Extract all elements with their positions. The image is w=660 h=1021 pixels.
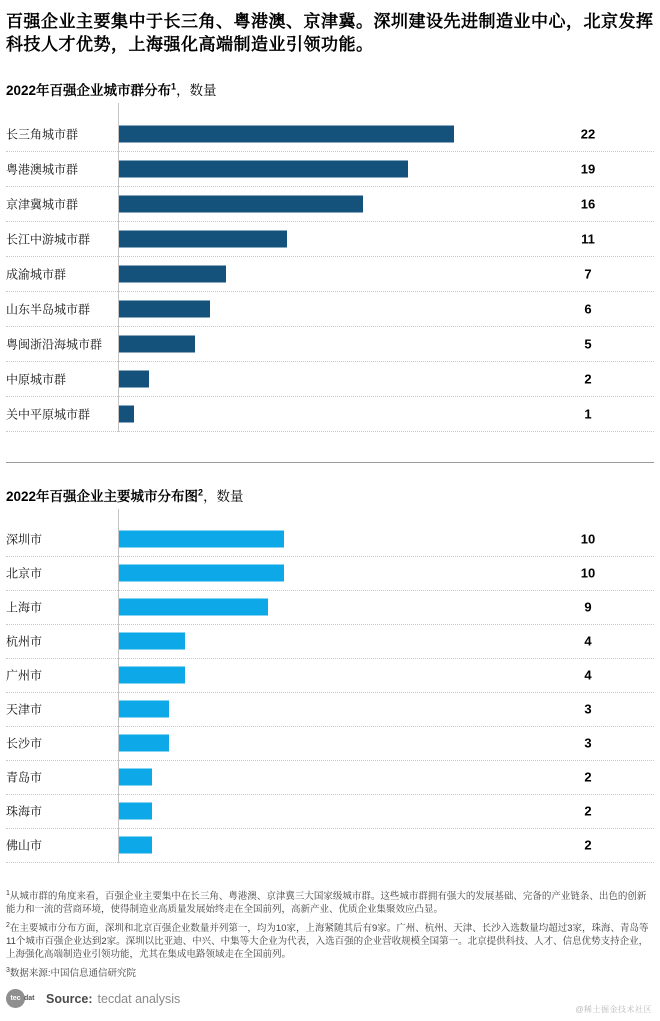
- value-label: 2: [584, 837, 592, 853]
- value-label: 1: [584, 406, 592, 422]
- category-label: 青岛市: [6, 770, 43, 785]
- value-label: 19: [580, 161, 596, 177]
- footnote-2-marker: 2: [6, 921, 10, 929]
- value-label: 7: [584, 266, 592, 282]
- chart-row: [6, 397, 654, 432]
- value-label: 10: [580, 531, 596, 547]
- category-label: 粤港澳城市群: [6, 162, 79, 177]
- bar: [119, 125, 454, 142]
- chart-row: [6, 829, 654, 863]
- bar: [119, 300, 210, 317]
- footnotes: [6, 889, 654, 980]
- value-label: 2: [584, 803, 592, 819]
- chart-row: [6, 292, 654, 327]
- footnote-3: [6, 966, 654, 980]
- footnote-3-text: 数据来源:中国信息通信研究院: [9, 967, 137, 979]
- value-label: 9: [584, 599, 592, 615]
- bar: [119, 265, 226, 282]
- category-label: 中原城市群: [6, 372, 67, 387]
- category-label: 佛山市: [6, 838, 43, 853]
- chart2-subtitle-main: 2022年百强企业主要城市分布图: [6, 488, 199, 504]
- bar: [119, 769, 152, 786]
- bar: [119, 195, 363, 212]
- tecdat-logo-icon: [6, 989, 46, 1008]
- bar: [119, 160, 408, 177]
- source-label: Source:: [46, 991, 93, 1006]
- chart-row: [6, 187, 654, 222]
- category-label: 珠海市: [6, 804, 43, 819]
- chart-row: [6, 222, 654, 257]
- bar: [119, 531, 284, 548]
- value-label: 3: [584, 701, 592, 717]
- bar: [119, 735, 169, 752]
- bar: [119, 405, 134, 422]
- category-label: 关中平原城市群: [6, 407, 91, 422]
- category-label: 广州市: [6, 668, 43, 683]
- tecdat-logo-rest: dat: [24, 995, 35, 1003]
- value-label: 3: [584, 735, 592, 751]
- footnote-2-text: 在主要城市分布方面，深圳和北京百强企业数量并列第一，均为10家，上海紧随其后有9家。广州、杭州、天津、长沙入选数量均超过3家，珠海、青岛等11个城市百强企业达到2家。深圳以比亚迪、中兴、中集等大企业为代表，入选百强的企业营收规模全国第一。北京提供科技、人才、信息优势支持企业，上海强化高端制造业引领功能，尤其在集成电路领域走在全国前列。: [6, 922, 649, 961]
- citygroup-bar-chart: [6, 117, 654, 432]
- footnote-3-marker: 3: [6, 966, 10, 974]
- chart1-subtitle-suffix: ，数量: [176, 82, 217, 98]
- bar: [119, 633, 185, 650]
- chart-row: [6, 152, 654, 187]
- source-text: tecdat analysis: [97, 991, 181, 1006]
- category-label: 成渝城市群: [6, 267, 67, 282]
- footnote-2: [6, 921, 654, 962]
- chart-row: [6, 727, 654, 761]
- bar: [119, 803, 152, 820]
- value-label: 2: [584, 371, 592, 387]
- chart-row: [6, 117, 654, 152]
- value-label: 11: [581, 231, 595, 247]
- chart-row: [6, 557, 654, 591]
- source-row: [6, 989, 654, 1008]
- chart1-subtitle-superscript: 1: [171, 81, 177, 92]
- tecdat-logo-circle: tec: [6, 989, 25, 1008]
- watermark: @稀土掘金技术社区: [575, 1005, 652, 1014]
- chart2-subtitle-suffix: ，数量: [203, 488, 244, 504]
- category-label: 粤闽浙沿海城市群: [6, 337, 103, 352]
- chart-row: [6, 327, 654, 362]
- category-label: 山东半岛城市群: [6, 302, 91, 317]
- bar: [119, 599, 268, 616]
- footnote-1: [6, 889, 654, 917]
- bar: [119, 335, 195, 352]
- chart2-subtitle-superscript: 2: [198, 487, 204, 498]
- value-label: 4: [584, 633, 592, 649]
- chart1-subtitle-main: 2022年百强企业城市群分布: [6, 82, 172, 98]
- chart-row: [6, 523, 654, 557]
- category-label: 杭州市: [6, 634, 43, 649]
- value-label: 10: [580, 565, 596, 581]
- value-label: 22: [580, 126, 596, 142]
- category-label: 上海市: [6, 600, 43, 615]
- value-label: 6: [584, 301, 592, 317]
- chart-row: [6, 362, 654, 397]
- category-label: 北京市: [6, 566, 43, 581]
- chart-row: [6, 625, 654, 659]
- chart-row: [6, 591, 654, 625]
- value-label: 2: [584, 769, 592, 785]
- chart1-subtitle: [6, 79, 654, 99]
- chart-row: [6, 257, 654, 292]
- city-bar-chart: [6, 523, 654, 863]
- chart-row: [6, 659, 654, 693]
- value-label: 16: [580, 196, 596, 212]
- page-title: 百强企业主要集中于长三角、粤港澳、京津冀。深圳建设先进制造业中心，北京发挥科技人才优势，上海强化高端制造业引领功能。: [6, 12, 654, 55]
- footnote-1-marker: 1: [6, 889, 10, 897]
- value-label: 5: [584, 336, 592, 352]
- category-label: 天津市: [6, 702, 43, 717]
- category-label: 深圳市: [6, 532, 43, 547]
- bar: [119, 230, 287, 247]
- chart-row: [6, 693, 654, 727]
- category-label: 长江中游城市群: [6, 232, 91, 247]
- chart-row: [6, 761, 654, 795]
- bar: [119, 667, 185, 684]
- category-label: 长三角城市群: [6, 127, 79, 142]
- category-label: 京津冀城市群: [6, 197, 79, 212]
- section-divider: [6, 462, 654, 463]
- bar: [119, 837, 152, 854]
- chart2-subtitle: [6, 485, 654, 505]
- category-label: 长沙市: [6, 736, 43, 751]
- value-label: 4: [584, 667, 592, 683]
- bar: [119, 565, 284, 582]
- chart-row: [6, 795, 654, 829]
- bar: [119, 370, 149, 387]
- bar: [119, 701, 169, 718]
- footnote-1-text: 从城市群的角度来看，百强企业主要集中在长三角、粤港澳、京津冀三大国家级城市群。这些城市群拥有强大的发展基础、完备的产业链条、出色的创新能力和一流的营商环境，使得制造业高质量发展始终走在全国前列，高新产业、优质企业集聚效应凸显。: [6, 891, 647, 916]
